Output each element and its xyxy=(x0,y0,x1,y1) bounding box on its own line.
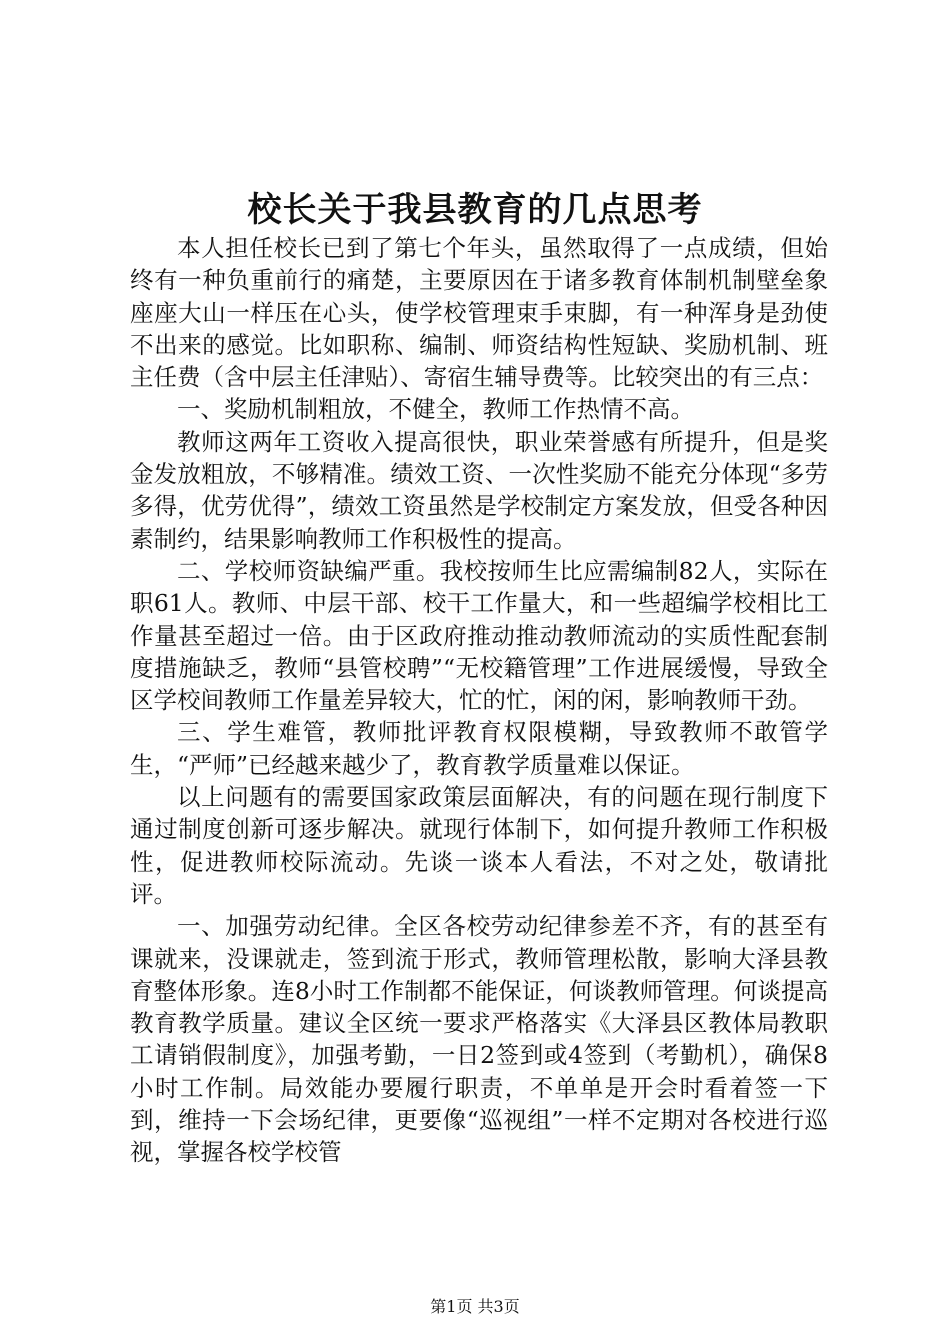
page-number-footer: 第1页 共3页 xyxy=(430,1297,520,1316)
paragraph: 以上问题有的需要国家政策层面解决，有的问题在现行制度下通过制度创新可逐步解决。就现行体制下，如何提升教师工作积极性，促进教师校际流动。先谈一谈本人看法，不对之处，敬请批评。 xyxy=(130,783,828,908)
document-title: 校长关于我县教育的几点思考 xyxy=(247,190,703,230)
paragraph: 一、加强劳动纪律。全区各校劳动纪律参差不齐，有的甚至有课就来，没课就走，签到流于形式，教师管理松散，影响大泽县教育整体形象。连8小时工作制都不能保证，何谈教师管理。何谈提高教育教学质量。建议全区统一要求严格落实《大泽县区教体局教职工请销假制度》，加强考勤，一日2签到或4签到（考勤机），确保8小时工作制。局效能办要履行职责，不单单是开会时看着签一下到，维持一下会场纪律，更要像“巡视组”一样不定期对各校进行巡视，掌握各校学校管 xyxy=(130,912,828,1167)
paragraph: 二、学校师资缺编严重。我校按师生比应需编制82人，实际在职61人。教师、中层干部、校干工作量大，和一些超编学校相比工作量甚至超过一倍。由于区政府推动推动教师流动的实质性配套制度措施缺乏，教师“县管校聘”“无校籍管理”工作进展缓慢，导致全区学校间教师工作量差异较大，忙的忙，闲的闲，影响教师干劲。 xyxy=(130,556,828,715)
paragraph: 一、奖励机制粗放，不健全，教师工作热情不高。 xyxy=(177,395,694,424)
paragraph: 教师这两年工资收入提高很快，职业荣誉感有所提升，但是奖金发放粗放，不够精准。绩效工资、一次性奖励不能充分体现“多劳多得，优劳优得”，绩效工资虽然是学校制定方案发放，但受各种因素制约，结果影响教师工作积极性的提高。 xyxy=(130,427,828,553)
document-body xyxy=(130,232,828,1169)
paragraph: 三、学生难管，教师批评教育权限模糊，导致教师不敢管学生，“严师”已经越来越少了，教育教学质量难以保证。 xyxy=(130,718,828,779)
paragraph: 本人担任校长已到了第七个年头，虽然取得了一点成绩，但始终有一种负重前行的痛楚，主要原因在于诸多教育体制机制壁垒象座座大山一样压在心头，使学校管理束手束脚，有一种浑身是劲使不出来的感觉。比如职称、编制、师资结构性短缺、奖励机制、班主任费（含中层主任津贴）、寄宿生辅导费等。比较突出的有三点： xyxy=(130,234,828,392)
